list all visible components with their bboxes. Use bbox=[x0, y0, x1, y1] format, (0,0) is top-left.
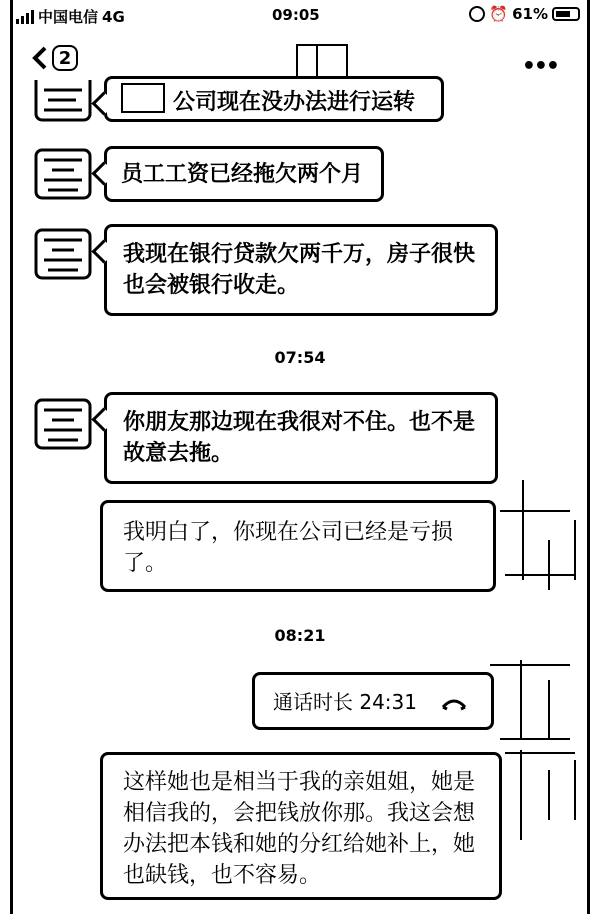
message-text: 这样她也是相当于我的亲姐姐，她是相信我的，会把钱放你那。我这会想办法把本钱和她的分红给她补上，她也缺钱，也不容易。 bbox=[123, 770, 476, 888]
message-bubble[interactable] bbox=[104, 392, 498, 484]
network-label: 4G bbox=[102, 7, 125, 26]
redaction-line bbox=[548, 540, 550, 590]
avatar[interactable] bbox=[32, 146, 94, 202]
message-bubble-self[interactable] bbox=[100, 752, 502, 900]
message-text: 你朋友那边现在我很对不住。也不是故意去拖。 bbox=[123, 410, 476, 466]
status-right bbox=[469, 5, 580, 23]
message-text: 我明白了，你现在公司已经是亏损了。 bbox=[123, 520, 454, 576]
timestamp: 07:54 bbox=[274, 348, 326, 367]
avatar[interactable] bbox=[32, 396, 94, 452]
message-bubble[interactable] bbox=[104, 146, 384, 202]
redaction-line bbox=[520, 660, 522, 740]
signal-icon bbox=[16, 10, 34, 24]
battery-percent: 61% bbox=[512, 5, 548, 23]
status-bar bbox=[0, 0, 600, 34]
message-text: 我现在银行贷款欠两千万，房子很快也会被银行收走。 bbox=[123, 242, 476, 298]
redaction-line bbox=[500, 510, 570, 512]
timestamp: 08:21 bbox=[274, 626, 326, 645]
redaction-line bbox=[574, 520, 576, 580]
avatar[interactable] bbox=[32, 80, 94, 124]
redaction-line bbox=[548, 680, 550, 740]
message-bubble-self[interactable] bbox=[100, 500, 496, 592]
call-duration-text: 通话时长 24:31 bbox=[273, 690, 417, 714]
message-bubble[interactable] bbox=[104, 76, 444, 122]
redaction-line bbox=[490, 664, 570, 666]
battery-icon bbox=[552, 7, 580, 21]
unread-count-badge: 2 bbox=[52, 45, 78, 71]
alarm-icon: ⏰ bbox=[489, 5, 509, 23]
redaction-line bbox=[505, 752, 575, 754]
rotation-lock-icon bbox=[469, 6, 485, 22]
redaction-line bbox=[520, 750, 522, 840]
redaction-line bbox=[505, 574, 575, 576]
redaction-line bbox=[574, 760, 576, 820]
chevron-left-icon bbox=[32, 45, 48, 71]
message-bubble[interactable] bbox=[104, 224, 498, 316]
back-button[interactable] bbox=[32, 45, 78, 71]
phone-icon bbox=[441, 697, 467, 711]
message-text: 员工工资已经拖欠两个月 bbox=[121, 162, 364, 187]
message-text: 公司现在没办法进行运转 bbox=[173, 90, 416, 115]
status-left bbox=[16, 6, 125, 27]
redaction-line bbox=[548, 770, 550, 820]
avatar[interactable] bbox=[32, 226, 94, 282]
carrier-label: 中国电信 bbox=[38, 8, 99, 26]
redaction-line bbox=[500, 738, 570, 740]
ellipsis-icon[interactable]: ••• bbox=[521, 54, 558, 79]
call-record-bubble[interactable] bbox=[252, 672, 494, 730]
redacted-block bbox=[121, 83, 165, 113]
status-time: 09:05 bbox=[272, 6, 320, 24]
redaction-line bbox=[522, 480, 524, 580]
